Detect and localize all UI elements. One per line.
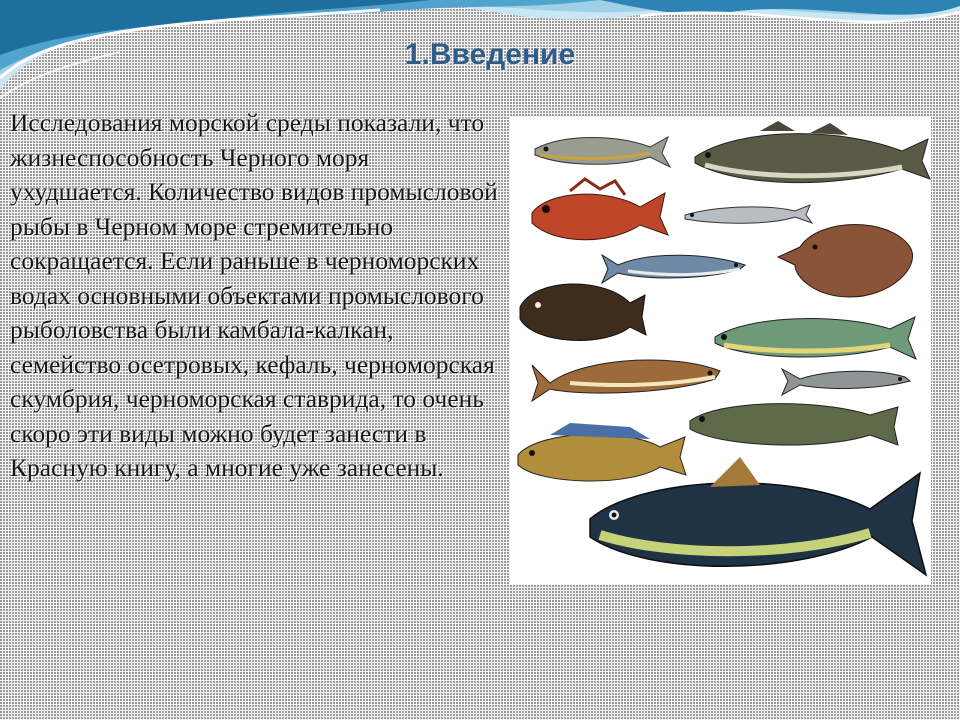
fish-4 [685,205,812,223]
fish-illustration [510,117,931,584]
fish-9 [532,360,720,401]
fish-3 [532,179,668,240]
fish-8 [715,317,916,359]
fish-2 [695,121,930,183]
fish-species-plate [510,117,931,584]
fish-12 [518,423,686,481]
slide-body-text: Исследования морской среды показали, что жизнеспособность Черного моря ухудшается. Количество видов промысловой рыбы в Черном море стремительно сокращается. Если раньше в черноморских водах основными объектами промыслового рыболовства были камбала-калкан, семейство осетровых, кефаль, черноморская скумбрия, черноморская ставрида, то очень скоро эти виды можно будет занести в Красную книгу, а многие уже занесены. [10,108,498,482]
fish-11 [690,404,898,445]
fish-6 [778,225,913,298]
slide-title: 1.Введение [404,38,576,71]
fish-5 [602,255,745,283]
fish-10 [782,369,910,395]
fish-1 [535,137,670,167]
fish-7 [520,284,646,340]
